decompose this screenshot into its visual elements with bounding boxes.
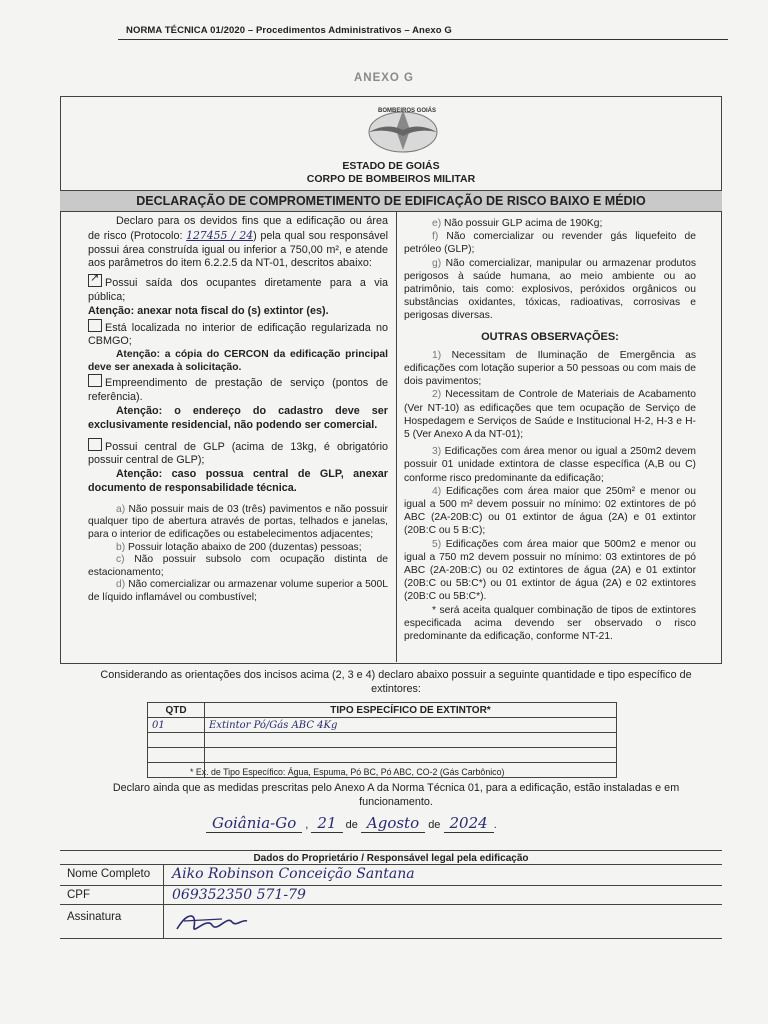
document-header: NORMA TÉCNICA 01/2020 – Procedimentos Administrativos – Anexo G [126, 25, 452, 36]
day-field[interactable]: 21 [311, 814, 342, 833]
crest-text: BOMBEIROS GOIÁS [378, 108, 437, 114]
option-public-exit: ↗Possui saída dos ocupantes diretamente para a via pública; [88, 274, 388, 305]
observation-6: * será aceita qualquer combinação de tipos de extintores especificada acima devendo ser observado o risco predominante da edificação, conforme NT-21. [404, 604, 696, 643]
list-item: g) Não comercializar, manipular ou armazenar produtos perigosos à saúde humana, ao meio ambiente ou ao patrimônio, tais como: explosivos, peróxidos orgânicos ou substâncias oxidantes, tóxicas, radioativas, corrosivas e perigosas diversas. [404, 257, 696, 322]
type-cell[interactable] [205, 733, 617, 748]
type-cell[interactable]: Extintor Pó/Gás ABC 4Kg [205, 718, 617, 733]
header-rule [118, 39, 728, 40]
owner-section [60, 850, 722, 851]
option-glp: Possui central de GLP (acima de 13kg, é obrigatório possuir central de GLP); [88, 438, 388, 469]
option-inside-building: Está localizada no interior de edificação regularizada no CBMGO; [88, 319, 388, 350]
column-divider [396, 211, 397, 662]
left-column [88, 215, 388, 604]
list-item: b) Possuir lotação abaixo de 200 (duzentas) pessoas; [116, 541, 362, 553]
form-title: DECLARAÇÃO DE COMPROMETIMENTO DE EDIFICAÇÃO DE RISCO BAIXO E MÉDIO [60, 190, 722, 212]
observation-1: 1) Necessitam de Iluminação de Emergência as edificações com lotação superior a 50 pessoas ou com mais de dois pavimentos; [404, 349, 696, 388]
city-field[interactable]: Goiânia-Go [206, 814, 302, 833]
right-column [404, 217, 696, 643]
observation-5: 5) Edificações com área maior que 500m2 e menor ou igual a 750 m2 devem possuir no mínimo: 03 extintores de pó ABC (2A-20B:C) ou 02 extintores de água (2A) e 01 extintor (20B:C ou 5B:C*) ou 01 extintor de água (2A) e 02 extintores (20B:C ou 5B:C*). [404, 538, 696, 603]
name-field[interactable]: Aiko Robinson Conceição Santana [172, 866, 415, 882]
name-label: Nome Completo [67, 868, 151, 880]
state-name: ESTADO DE GOIÁS [342, 160, 440, 172]
annex-title: ANEXO G [353, 72, 415, 84]
glp-checkbox[interactable] [88, 438, 102, 451]
cpf-label: CPF [67, 889, 90, 901]
option-service: Empreendimento de prestação de serviço (pontos de referência). [88, 374, 388, 405]
requirements-list-left [88, 504, 388, 605]
observation-3: 3) Edificações com área menor ou igual a 250m2 devem possuir 01 unidade extintora de classe específica (A,B ou C) conforme risco predominante da edificação; [404, 446, 696, 484]
declaration-text: Declaro ainda que as medidas prescritas pelo Anexo A da Norma Técnica 01, para a edificação, estão instaladas e em funcionamento. [112, 782, 680, 808]
signature-row [60, 904, 722, 939]
service-checkbox[interactable] [88, 374, 102, 387]
year-field[interactable]: 2024 [444, 814, 494, 833]
name-row [60, 864, 722, 886]
public-exit-checkbox[interactable] [88, 274, 102, 287]
qty-cell[interactable]: 01 [148, 718, 205, 733]
list-item: f) Não comercializar ou revender gás liquefeito de petróleo (GLP); [404, 231, 696, 256]
fire-department-crest-icon [358, 98, 448, 160]
qty-cell[interactable] [148, 733, 205, 748]
list-item: c) Não possuir subsolo com ocupação distinta de estacionamento; [88, 554, 388, 578]
attention-cercon: Atenção: a cópia do CERCON da edificação principal deve ser anexada à solicitação. [88, 349, 388, 373]
example-note: * Ex. de Tipo Específico: Água, Espuma, Pó BC, Pó ABC, CO-2 (Gás Carbônico) [190, 767, 505, 777]
attention-glp: Atenção: caso possua central de GLP, anexar documento de responsabilidade técnica. [88, 468, 388, 494]
owner-section-title: Dados do Proprietário / Responsável legal pela edificação [253, 853, 529, 864]
table-row [148, 733, 617, 748]
form-bottom-rule [60, 938, 722, 939]
list-item: e) Não possuir GLP acima de 190Kg; [432, 218, 603, 229]
cpf-field[interactable]: 069352350 571-79 [172, 887, 306, 903]
date-de-1: de [345, 819, 358, 831]
date-de-2: de [428, 819, 441, 831]
considering-text: Considerando as orientações dos incisos acima (2, 3 e 4) declaro abaixo possuir a seguinte quantidade e tipo específico de extintores: [100, 669, 692, 695]
attention-address: Atenção: o endereço do cadastro deve ser exclusivamente residencial, não podendo ser comercial. [88, 404, 388, 431]
type-header: TIPO ESPECÍFICO DE EXTINTOR* [205, 703, 617, 718]
list-item: a) Não possuir mais de 03 (três) pavimentos e não possuir qualquer tipo de abertura através de portas, telhados e janelas, para o interior de edificações ou estabelecimentos adjacentes; [88, 503, 388, 540]
date-line: Goiânia-Go , 21 de Agosto de 2024 . [206, 814, 497, 833]
table-row [148, 748, 617, 763]
attention-invoice: Atenção: anexar nota fiscal do (s) extintor (es). [88, 304, 329, 317]
qty-cell[interactable] [148, 748, 205, 763]
other-observations-title: OUTRAS OBSERVAÇÕES: [481, 330, 619, 343]
corps-name: CORPO DE BOMBEIROS MILITAR [306, 173, 476, 185]
list-item: d) Não comercializar ou armazenar volume superior a 500L de líquido inflamável ou combustível; [88, 579, 388, 603]
month-field[interactable]: Agosto [361, 814, 425, 833]
protocol-number: 127455 / 24 [186, 228, 254, 242]
table-row [148, 718, 617, 733]
inside-building-checkbox[interactable] [88, 319, 102, 332]
observation-2: 2) Necessitam de Controle de Materiais de Acabamento (Ver NT-10) as edificações que tem ocupação de Serviço de Hospedagem e Serviços de Saúde e Institucional H-2, H-3 e H-5 (Ver Anexo A da NT-01); [404, 389, 696, 441]
table-header-row [148, 703, 617, 718]
type-cell[interactable] [205, 748, 617, 763]
intro-paragraph: Declaro para os devidos fins que a edificação ou área de risco (Protocolo: 127455 / 24) pela qual sou responsável possui área construída igual ou inferior a 750,00 m², e atende aos parâmetros do item 6.2.2.5 da NT-01, descritos abaixo: [88, 215, 388, 270]
qty-header: QTD [148, 703, 205, 718]
signature-image[interactable] [172, 907, 252, 937]
observation-4: 4) Edificações com área maior que 250m² e menor ou igual a 500 m² devem possuir no mínimo: 02 extintores de pó ABC (2A-20B:C) ou 01 extintor de água (2A) e 01 extintor (20B:C ou 5 B:C); [404, 485, 696, 537]
signature-label: Assinatura [67, 911, 122, 923]
